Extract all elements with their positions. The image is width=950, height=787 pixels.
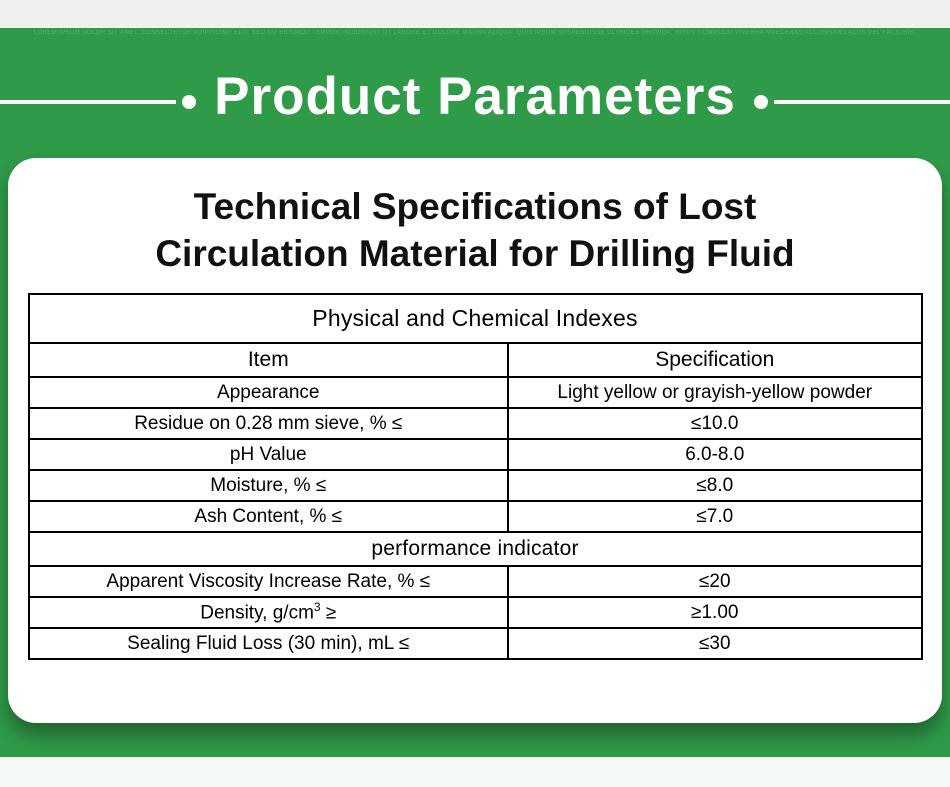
section-heading — [0, 60, 950, 132]
top-strip — [0, 0, 950, 28]
card-title — [8, 183, 942, 277]
spec-cell-apparent-viscosity: ≤20 — [508, 566, 921, 597]
table-row — [29, 628, 922, 659]
table-row — [29, 408, 922, 439]
item-cell-moisture: Moisture, % ≤ — [29, 470, 509, 501]
item-cell-residue: Residue on 0.28 mm sieve, % ≤ — [29, 408, 509, 439]
table-row — [29, 377, 922, 408]
group-header-physical-chemical: Physical and Chemical Indexes — [29, 294, 922, 343]
item-cell-ash-content: Ash Content, % ≤ — [29, 501, 509, 532]
item-cell-density: Density, $g/cm^3$ ≥ — [29, 597, 509, 628]
heading-bullet-right — [754, 95, 768, 109]
table-row — [29, 566, 922, 597]
table-row — [29, 597, 922, 628]
bottom-strip — [0, 757, 950, 787]
item-cell-ph-value: pH Value — [29, 439, 509, 470]
col-header-item: Item — [29, 343, 509, 377]
spec-cell-ash-content: ≤7.0 — [508, 501, 921, 532]
table-row-group-header-1 — [29, 294, 922, 343]
card-title-line2: Circulation Material for Drilling Fluid — [155, 233, 795, 274]
heading-rule-right — [774, 100, 950, 104]
heading-bullet-left — [182, 95, 196, 109]
spec-cell-sealing-fluid-loss: ≤30 — [508, 628, 921, 659]
green-section — [0, 28, 950, 757]
spec-table — [28, 293, 923, 660]
item-cell-apparent-viscosity: Apparent Viscosity Increase Rate, % ≤ — [29, 566, 509, 597]
card-title-line1: Technical Specifications of Lost — [193, 186, 757, 227]
spec-cell-ph-value: 6.0-8.0 — [508, 439, 921, 470]
table-row-column-headers — [29, 343, 922, 377]
col-header-specification: Specification — [508, 343, 921, 377]
heading-rule-left — [0, 100, 176, 104]
item-cell-sealing-fluid-loss: Sealing Fluid Loss (30 min), mL ≤ — [29, 628, 509, 659]
spec-cell-appearance: Light yellow or grayish-yellow powder — [508, 377, 921, 408]
spec-cell-moisture: ≤8.0 — [508, 470, 921, 501]
item-cell-appearance: Appearance — [29, 377, 509, 408]
table-row-group-header-2 — [29, 532, 922, 566]
group-header-performance: performance indicator — [29, 532, 922, 566]
table-row — [29, 501, 922, 532]
fine-print-note: LOREM IPSUM DOLOR SIT AMET, CONSECTETUR ADIPISCING ELIT, SED DO EIUSMOD TEMPOR INCIDIDUNT UT LABORE ET DOLORE MAGNA ALIQUA. QUIS IPSUM SUSPENDISSE ULTRICES GRAVIDA. RISUS COMMODO VIVERRA MAECENAS ACCUMSAN LACUS VEL FACILISIS. — [33, 30, 917, 36]
spec-cell-density: ≥1.00 — [508, 597, 921, 628]
table-row — [29, 439, 922, 470]
section-title: Product Parameters — [214, 66, 736, 126]
table-row — [29, 470, 922, 501]
spec-cell-residue: ≤10.0 — [508, 408, 921, 439]
spec-card — [8, 158, 942, 723]
